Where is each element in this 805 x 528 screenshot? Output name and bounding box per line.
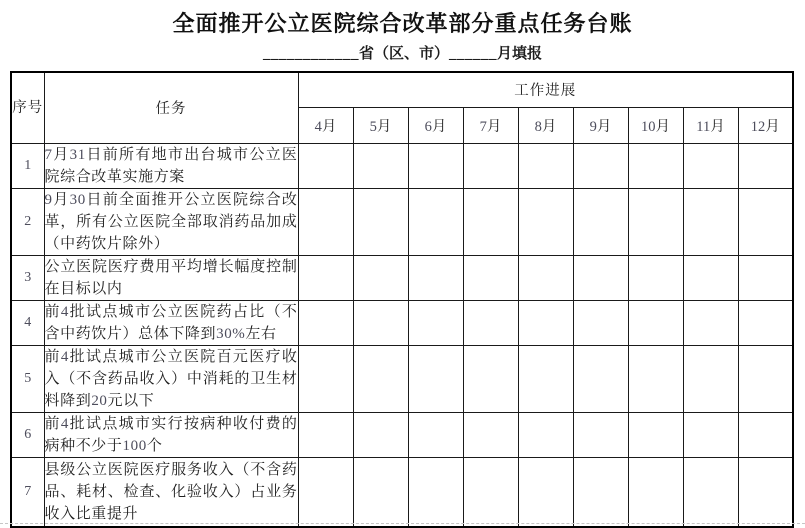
progress-cell[interactable] <box>298 345 353 412</box>
row-seq: 4 <box>11 300 44 345</box>
progress-cell[interactable] <box>628 143 683 188</box>
progress-cell[interactable] <box>628 457 683 527</box>
column-header-month-11: 11月 <box>683 107 738 143</box>
row-seq: 5 <box>11 345 44 412</box>
column-header-month-8: 8月 <box>518 107 573 143</box>
province-blank-field[interactable]: ____________ <box>262 46 359 62</box>
progress-cell[interactable] <box>738 255 793 300</box>
column-header-month-7: 7月 <box>463 107 518 143</box>
row-seq: 2 <box>11 188 44 255</box>
task-text: 前4批试点城市公立医院药占比（不含中药饮片）总体下降到30%左右 <box>44 300 298 345</box>
progress-cell[interactable] <box>298 188 353 255</box>
progress-cell[interactable] <box>463 143 518 188</box>
progress-cell[interactable] <box>573 255 628 300</box>
column-header-month-4: 4月 <box>298 107 353 143</box>
progress-cell[interactable] <box>683 457 738 527</box>
progress-cell[interactable] <box>353 300 408 345</box>
progress-cell[interactable] <box>683 255 738 300</box>
progress-cell[interactable] <box>463 412 518 457</box>
progress-cell[interactable] <box>518 300 573 345</box>
column-header-month-12: 12月 <box>738 107 793 143</box>
row-seq: 7 <box>11 457 44 527</box>
progress-cell[interactable] <box>628 345 683 412</box>
progress-cell[interactable] <box>298 412 353 457</box>
table-row <box>11 143 793 188</box>
task-text: 前4批试点城市实行按病种收付费的病种不少于100个 <box>44 412 298 457</box>
progress-cell[interactable] <box>463 457 518 527</box>
progress-cell[interactable] <box>573 143 628 188</box>
progress-cell[interactable] <box>463 345 518 412</box>
month-label: 月填报 <box>497 46 543 62</box>
progress-cell[interactable] <box>738 345 793 412</box>
progress-cell[interactable] <box>353 457 408 527</box>
progress-cell[interactable] <box>408 255 463 300</box>
progress-cell[interactable] <box>408 412 463 457</box>
progress-cell[interactable] <box>298 457 353 527</box>
progress-cell[interactable] <box>463 188 518 255</box>
column-header-month-9: 9月 <box>573 107 628 143</box>
progress-cell[interactable] <box>463 300 518 345</box>
row-seq: 3 <box>11 255 44 300</box>
progress-cell[interactable] <box>738 300 793 345</box>
progress-cell[interactable] <box>628 412 683 457</box>
header-row-progress <box>11 72 793 107</box>
progress-cell[interactable] <box>353 255 408 300</box>
page-title: 全面推开公立医院综合改革部分重点任务台账 <box>172 11 633 36</box>
task-text: 7月31日前所有地市出台城市公立医院综合改革实施方案 <box>44 143 298 188</box>
progress-cell[interactable] <box>573 412 628 457</box>
month-blank-field[interactable]: ______ <box>449 46 497 62</box>
row-seq: 6 <box>11 412 44 457</box>
progress-cell[interactable] <box>408 345 463 412</box>
progress-cell[interactable] <box>573 300 628 345</box>
progress-cell[interactable] <box>463 255 518 300</box>
progress-cell[interactable] <box>408 143 463 188</box>
progress-cell[interactable] <box>518 188 573 255</box>
task-text: 9月30日前全面推开公立医院综合改革，所有公立医院全部取消药品加成（中药饮片除外） <box>44 188 298 255</box>
table-row <box>11 300 793 345</box>
progress-cell[interactable] <box>518 255 573 300</box>
column-header-month-5: 5月 <box>353 107 408 143</box>
table-row <box>11 345 793 412</box>
task-text: 公立医院医疗费用平均增长幅度控制在目标以内 <box>44 255 298 300</box>
subtitle-line <box>0 43 805 65</box>
table-row <box>11 412 793 457</box>
progress-cell[interactable] <box>573 188 628 255</box>
row-seq: 1 <box>11 143 44 188</box>
column-header-month-10: 10月 <box>628 107 683 143</box>
progress-cell[interactable] <box>298 143 353 188</box>
progress-cell[interactable] <box>628 300 683 345</box>
column-header-progress: 工作进展 <box>298 72 793 107</box>
progress-cell[interactable] <box>683 188 738 255</box>
progress-cell[interactable] <box>353 143 408 188</box>
task-ledger-table <box>10 71 794 528</box>
table-row <box>11 457 793 527</box>
progress-cell[interactable] <box>353 412 408 457</box>
progress-cell[interactable] <box>683 143 738 188</box>
progress-cell[interactable] <box>628 188 683 255</box>
progress-cell[interactable] <box>298 255 353 300</box>
progress-cell[interactable] <box>408 457 463 527</box>
progress-cell[interactable] <box>518 345 573 412</box>
progress-cell[interactable] <box>738 457 793 527</box>
progress-cell[interactable] <box>683 345 738 412</box>
progress-cell[interactable] <box>738 188 793 255</box>
progress-cell[interactable] <box>408 188 463 255</box>
progress-cell[interactable] <box>408 300 463 345</box>
province-label: 省（区、市） <box>358 46 449 62</box>
progress-cell[interactable] <box>683 412 738 457</box>
progress-cell[interactable] <box>518 457 573 527</box>
progress-cell[interactable] <box>518 143 573 188</box>
progress-cell[interactable] <box>573 457 628 527</box>
progress-cell[interactable] <box>628 255 683 300</box>
page-break-divider <box>0 523 805 524</box>
progress-cell[interactable] <box>353 188 408 255</box>
table-row <box>11 188 793 255</box>
column-header-month-6: 6月 <box>408 107 463 143</box>
task-text: 县级公立医院医疗服务收入（不含药品、耗材、检查、化验收入）占业务收入比重提升 <box>44 457 298 527</box>
progress-cell[interactable] <box>353 345 408 412</box>
progress-cell[interactable] <box>738 412 793 457</box>
column-header-task: 任务 <box>44 72 298 143</box>
progress-cell[interactable] <box>518 412 573 457</box>
task-text: 前4批试点城市公立医院百元医疗收入（不含药品收入）中消耗的卫生材料降到20元以下 <box>44 345 298 412</box>
progress-cell[interactable] <box>683 300 738 345</box>
progress-cell[interactable] <box>573 345 628 412</box>
column-header-seq: 序号 <box>11 72 44 143</box>
progress-cell[interactable] <box>738 143 793 188</box>
table-row <box>11 255 793 300</box>
progress-cell[interactable] <box>298 300 353 345</box>
